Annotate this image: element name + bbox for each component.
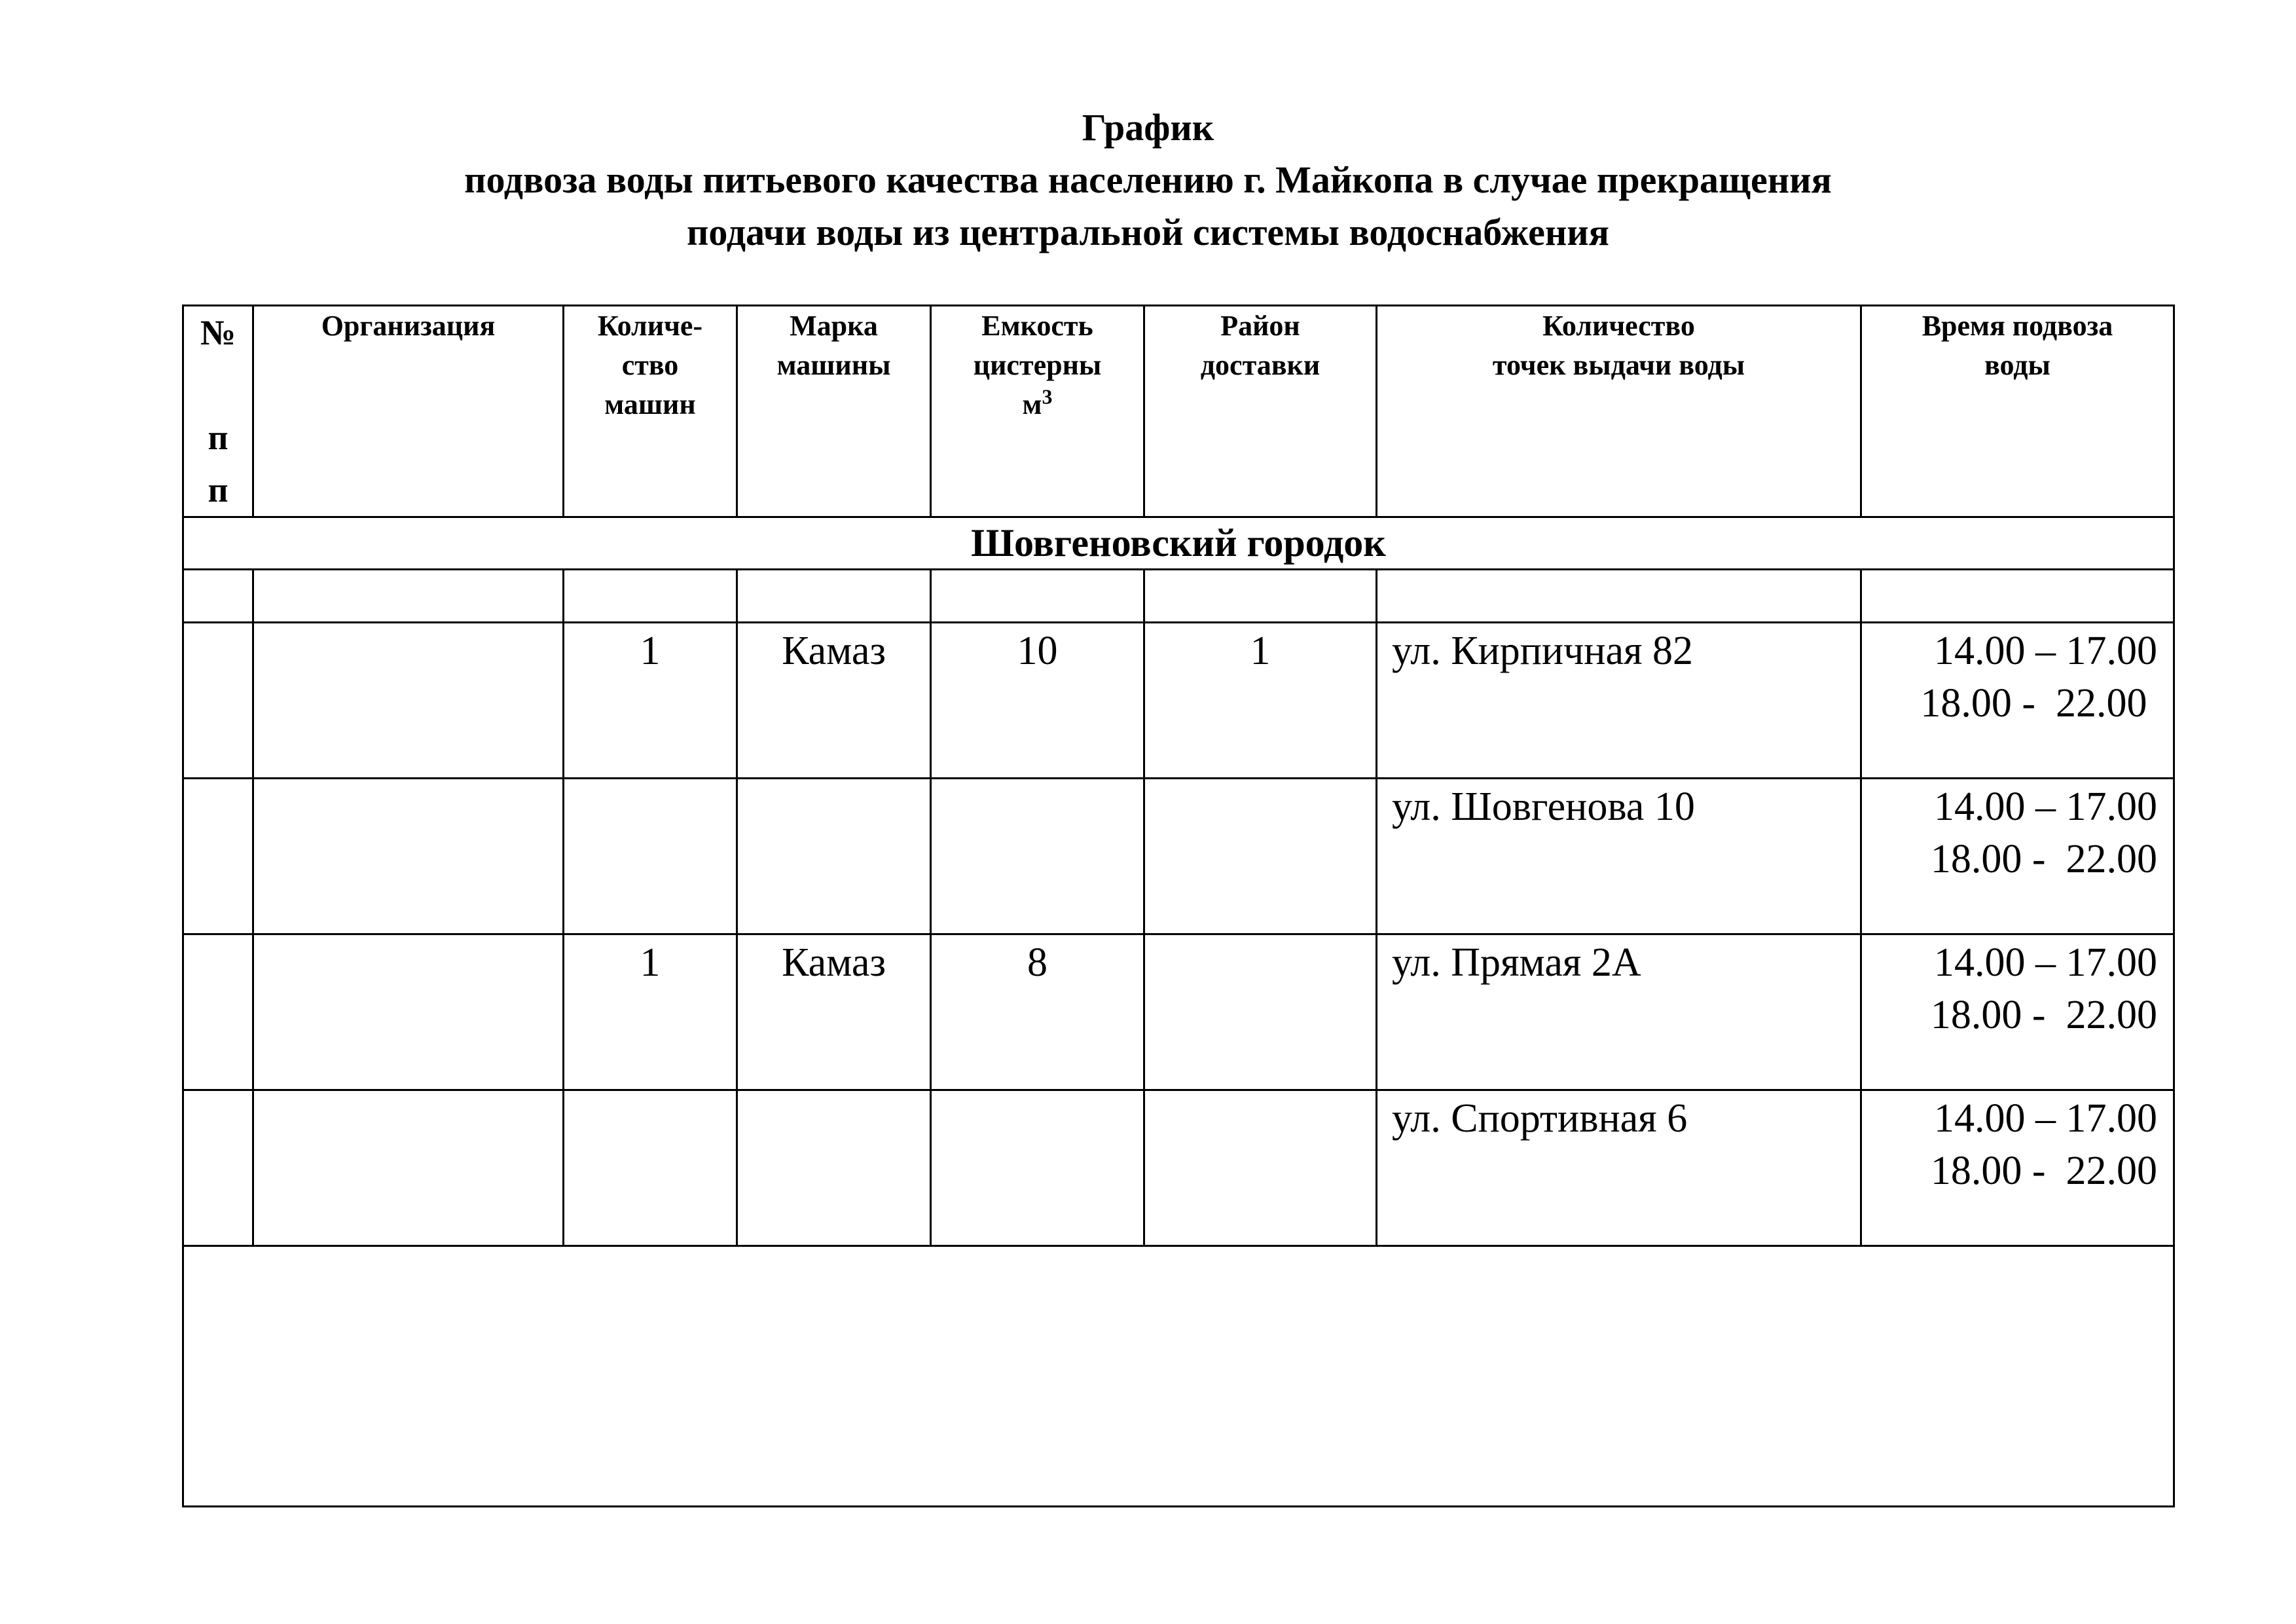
cell-delivery-time: 14.00 – 17.00 18.00 - 22.00 (1861, 779, 2174, 934)
title-line-1: График (1082, 106, 1214, 149)
empty-footer-row (183, 1246, 2174, 1507)
cell-organization (253, 779, 564, 934)
header-num: № п п (183, 306, 253, 517)
header-delivery-time: Время подвоза воды (1861, 306, 2174, 517)
cell-vehicle-brand (737, 779, 931, 934)
document-title (0, 101, 2296, 259)
cell-delivery-district (1144, 1090, 1377, 1246)
header-row (183, 306, 2174, 517)
cell-num (183, 934, 253, 1090)
cell-vehicle-count: 1 (564, 934, 737, 1090)
title-line-3: подачи воды из центральной системы водоснабжения (686, 211, 1610, 253)
cell-vehicle-brand (737, 1090, 931, 1246)
cell-delivery-time: 14.00 – 17.00 18.00 - 22.00 (1861, 934, 2174, 1090)
cell-num (183, 623, 253, 779)
empty-row (183, 570, 2174, 623)
cell-vehicle-count (564, 1090, 737, 1246)
table-row (183, 779, 2174, 934)
cell-water-point: ул. Прямая 2А (1377, 934, 1861, 1090)
cell-organization (253, 934, 564, 1090)
header-organization: Организация (253, 306, 564, 517)
cell-vehicle-count (564, 779, 737, 934)
cell-water-point: ул. Спортивная 6 (1377, 1090, 1861, 1246)
cell-vehicle-brand: Камаз (737, 934, 931, 1090)
cell-delivery-district (1144, 779, 1377, 934)
cell-delivery-time: 14.00 – 17.00 18.00 - 22.00 (1861, 1090, 2174, 1246)
cell-delivery-district (1144, 934, 1377, 1090)
cell-delivery-district: 1 (1144, 623, 1377, 779)
cell-tank-capacity: 10 (931, 623, 1144, 779)
cell-water-point: ул. Шовгенова 10 (1377, 779, 1861, 934)
cell-organization (253, 1090, 564, 1246)
cell-tank-capacity: 8 (931, 934, 1144, 1090)
section-row (183, 517, 2174, 570)
schedule-table (182, 304, 2175, 1507)
cell-water-point: ул. Кирпичная 82 (1377, 623, 1861, 779)
table-row (183, 1090, 2174, 1246)
cell-vehicle-count: 1 (564, 623, 737, 779)
header-delivery-district: Район доставки (1144, 306, 1377, 517)
table-row (183, 623, 2174, 779)
cell-organization (253, 623, 564, 779)
header-water-points: Количество точек выдачи воды (1377, 306, 1861, 517)
cell-tank-capacity (931, 779, 1144, 934)
title-line-2: подвоза воды питьевого качества населению г. Майкопа в случае прекращения (464, 158, 1832, 201)
header-tank-capacity: Емкость цистерны $м^3$ (931, 306, 1144, 517)
header-vehicle-brand: Марка машины (737, 306, 931, 517)
cell-num (183, 779, 253, 934)
cell-num (183, 1090, 253, 1246)
cell-delivery-time: 14.00 – 17.00 18.00 - 22.00 (1861, 623, 2174, 779)
header-vehicle-count: Количе- ство машин (564, 306, 737, 517)
section-title: Шовгеновский городок (183, 517, 2174, 570)
cell-tank-capacity (931, 1090, 1144, 1246)
table-row (183, 934, 2174, 1090)
cell-vehicle-brand: Камаз (737, 623, 931, 779)
